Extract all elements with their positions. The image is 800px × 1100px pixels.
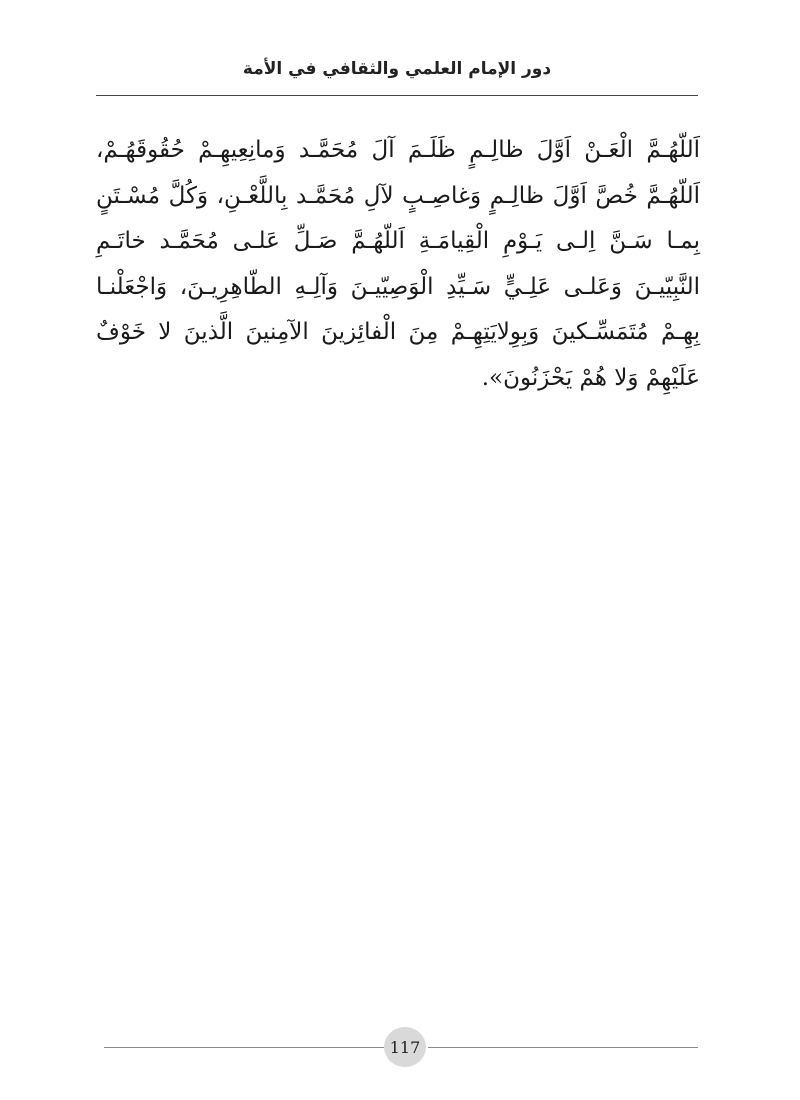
footer-divider-left [104, 1047, 384, 1048]
running-header-title: دور الإمام العلمي والثقافي في الأمة [242, 59, 552, 79]
footer-divider-right [428, 1047, 698, 1048]
page-number: 117 [389, 1037, 421, 1057]
body-paragraph: اَللّهُـمَّ الْعَـنْ اَوَّلَ ظالِـمٍ ظَلَـمَ آلَ مُحَمَّـد وَمانِعِيهِـمْ حُقُوقَهُـمْ، اَللّهُـمَّ خُصَّ اَوَّلَ ظالِـمٍ وَغاصِـبٍ لآلِ مُحَمَّـد بِاللَّعْـنِ، وَكُلَّ مُسْـتَنٍ بِمـا سَـنَّ اِلـى يَـوْمِ الْقِيامَـةِ اَللّهُـمَّ صَـلِّ عَلـى مُحَمَّـد خاتَـمِ النَّبِيّيـنَ وَعَلـى عَلِـيٍّ سَـيِّدِ الْوَصِيّيـنَ وَآلِـهِ الطّاهِرِيـنَ، وَاجْعَلْنـا بِهِـمْ مُتَمَسِّـكينَ وَبِوِلايَتِهِـمْ مِنَ الْفائِزينَ الآمِنينَ الَّذينَ لا خَوْفٌ عَلَيْهِمْ وَلا هُمْ يَحْزَنُونَ». [96, 137, 700, 391]
page-number-badge [384, 1027, 426, 1067]
header-divider [96, 95, 698, 96]
